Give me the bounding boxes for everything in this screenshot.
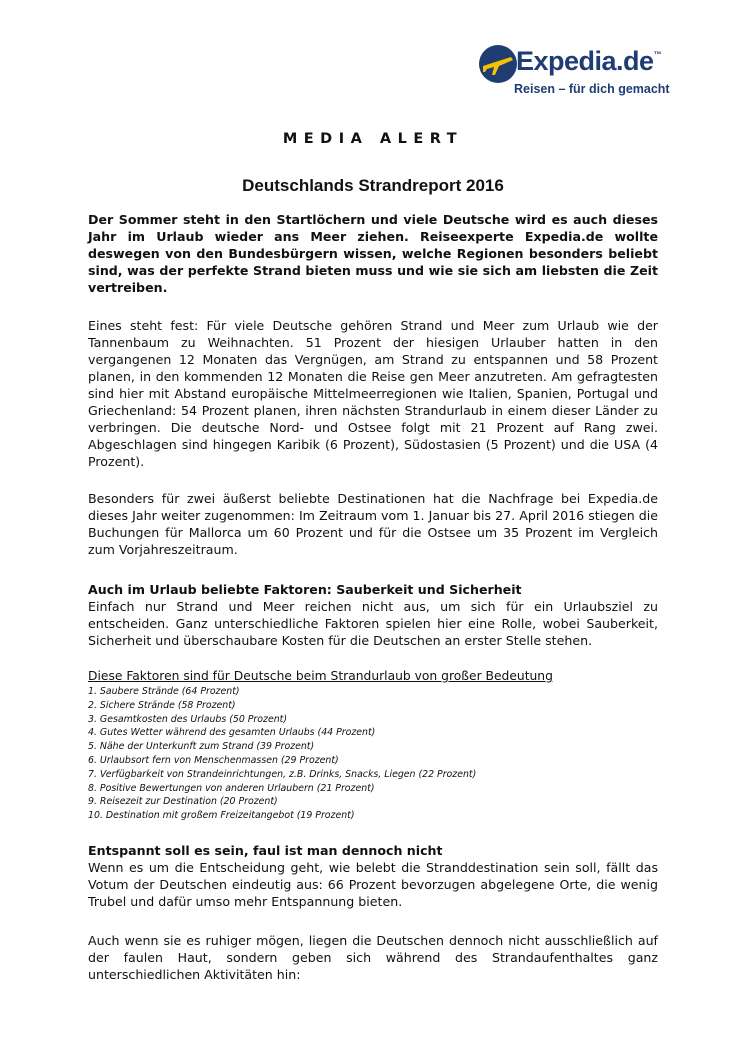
paragraph-booking-trends: Besonders für zwei äußerst beliebte Destinationen hat die Nachfrage bei Expedia.de dieses Jahr weiter zugenommen: Im Zeitraum vom 1. Januar bis 27. April 2016 stiegen die Buchungen für Mallorca um 60 Prozent und für die Ostsee um 35 Prozent im Vergleich zum Vorjahreszeitraum. (88, 491, 658, 557)
list-item: 8. Positive Bewertungen von anderen Urlaubern (21 Prozent) (88, 782, 375, 794)
paragraph-relaxation: Wenn es um die Entscheidung geht, wie belebt die Stranddestination sein soll, fällt das Votum der Deutschen eindeutig aus: 66 Prozent bevorzugen abgelegene Orte, die wenig Trubel und dafür umso mehr Entspannung bieten. (88, 860, 658, 909)
document-title: Deutschlands Strandreport 2016 (242, 176, 504, 195)
logo-wordmark: Expedia.de™ (516, 46, 662, 76)
paragraph-factors: Einfach nur Strand und Meer reichen nicht aus, um sich für ein Urlaubsziel zu entscheiden. Ganz unterschiedliche Faktoren spielen hier eine Rolle, wobei Sauberkeit, Sicherheit und überschaubare Kosten für die Deutschen an erster Stelle stehen. (88, 599, 658, 648)
expedia-logo (478, 42, 670, 102)
factors-list-heading: Diese Faktoren sind für Deutsche beim Strandurlaub von großer Bedeutung (88, 669, 553, 683)
section-heading-relaxation: Entspannt soll es sein, faul ist man dennoch nicht (88, 843, 443, 858)
list-item: 2. Sichere Strände (58 Prozent) (88, 699, 236, 711)
list-item: 10. Destination mit großem Freizeitangebot (19 Prozent) (88, 810, 355, 822)
list-item: 3. Gesamtkosten des Urlaubs (50 Prozent) (88, 713, 287, 725)
section-heading-factors: Auch im Urlaub beliebte Faktoren: Sauberkeit und Sicherheit (88, 582, 522, 597)
list-item: 7. Verfügbarkeit von Strandeinrichtungen, z.B. Drinks, Snacks, Liegen (22 Prozent) (88, 768, 477, 780)
globe-plane-icon (478, 44, 518, 84)
list-item: 6. Urlaubsort fern von Menschenmassen (29 Prozent) (88, 754, 339, 766)
paragraph-beach-destinations: Eines steht fest: Für viele Deutsche gehören Strand und Meer zum Urlaub wie der Tannenbaum zu Weihnachten. 51 Prozent der hiesigen Urlauber hatten in den vergangenen 12 Monaten das Vergnügen, am Strand zu entspannen und 58 Prozent planen, in den kommenden 12 Monaten die Reise gen Meer anzutreten. Am gefragtesten sind hier mit Abstand europäische Mittelmeerregionen wie Italien, Spanien, Portugal und Griechenland: 54 Prozent planen, ihren nächsten Strandurlaub in einem dieser Länder zu verbringen. Die deutsche Nord- und Ostsee folgt mit 21 Prozent auf Rang zwei. Abgeschlagen sind hingegen Karibik (6 Prozent), Südostasien (5 Prozent) und die USA (4 Prozent). (88, 318, 658, 469)
paragraph-activities: Auch wenn sie es ruhiger mögen, liegen die Deutschen dennoch nicht ausschließlich auf der faulen Haut, sondern geben sich während des Strandaufenthaltes ganz unterschiedlichen Aktivitäten hin: (88, 933, 658, 982)
factors-list (88, 685, 658, 823)
logo-tagline: Reisen – für dich gemacht (514, 82, 670, 96)
list-item: 4. Gutes Wetter während des gesamten Urlaubs (44 Prozent) (88, 727, 376, 739)
list-item: 9. Reisezeit zur Destination (20 Prozent) (88, 796, 278, 808)
list-item: 1. Saubere Strände (64 Prozent) (88, 686, 240, 697)
list-item: 5. Nähe der Unterkunft zum Strand (39 Prozent) (88, 741, 315, 753)
lead-paragraph: Der Sommer steht in den Startlöchern und viele Deutsche wird es auch dieses Jahr im Urlaub wieder ans Meer ziehen. Reiseexperte Expedia.de wollte deswegen von den Bundesbürgern wissen, welche Regionen besonders beliebt sind, was der perfekte Strand bieten muss und wie sie sich am liebsten die Zeit vertreiben. (88, 212, 658, 295)
media-alert-label: MEDIA ALERT (282, 131, 464, 147)
